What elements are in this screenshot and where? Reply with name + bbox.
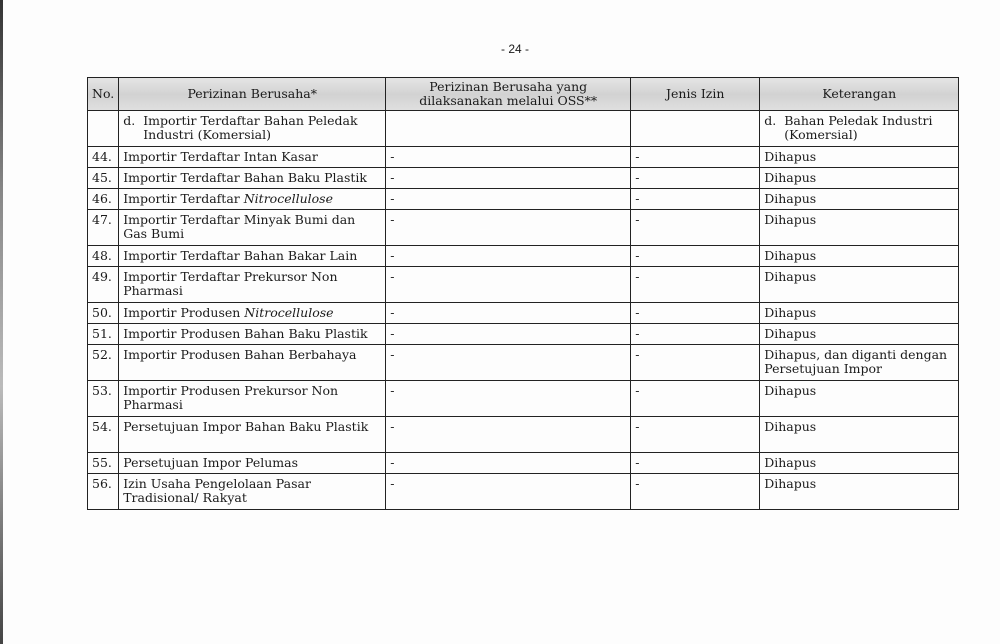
cell-jenis: - bbox=[631, 168, 760, 189]
cell-keterangan: Dihapus bbox=[760, 210, 959, 246]
perizinan-text: Importir Terdaftar Bahan Bakar Lain bbox=[123, 248, 358, 263]
cell-no: 56. bbox=[88, 474, 119, 510]
perizinan-text: Importir Terdaftar Intan Kasar bbox=[123, 149, 318, 164]
cell-perizinan bbox=[119, 111, 386, 147]
cell-keterangan: Dihapus bbox=[760, 417, 959, 453]
cell-perizinan bbox=[119, 246, 386, 267]
cell-perizinan bbox=[119, 345, 386, 381]
cell-oss: - bbox=[386, 417, 631, 453]
scan-edge bbox=[0, 0, 3, 644]
cell-jenis: - bbox=[631, 189, 760, 210]
table-row bbox=[88, 303, 959, 324]
cell-jenis: - bbox=[631, 381, 760, 417]
cell-no: 48. bbox=[88, 246, 119, 267]
cell-jenis: - bbox=[631, 246, 760, 267]
header-oss: Perizinan Berusaha yang dilaksanakan melalui OSS** bbox=[386, 78, 631, 111]
cell-keterangan: Dihapus bbox=[760, 381, 959, 417]
perizinan-text: Importir Produsen Prekursor Non Pharmasi bbox=[123, 383, 339, 412]
cell-no: 47. bbox=[88, 210, 119, 246]
cell-oss: - bbox=[386, 246, 631, 267]
cell-jenis: - bbox=[631, 267, 760, 303]
cell-keterangan: Dihapus bbox=[760, 147, 959, 168]
cell-perizinan bbox=[119, 417, 386, 453]
cell-perizinan bbox=[119, 210, 386, 246]
cell-keterangan bbox=[760, 111, 959, 147]
page-number: - 24 - bbox=[500, 42, 529, 56]
table-row bbox=[88, 453, 959, 474]
perizinan-text: Importir Produsen Bahan Baku Plastik bbox=[123, 326, 368, 341]
cell-keterangan: Dihapus bbox=[760, 246, 959, 267]
table-row bbox=[88, 474, 959, 510]
perizinan-text: Izin Usaha Pengelolaan Pasar Tradisional/ Rakyat bbox=[123, 476, 311, 505]
cell-no: 45. bbox=[88, 168, 119, 189]
cell-jenis bbox=[631, 111, 760, 147]
table-row-continuation bbox=[88, 111, 959, 147]
cell-no: 46. bbox=[88, 189, 119, 210]
cell-perizinan bbox=[119, 168, 386, 189]
cell-no: 52. bbox=[88, 345, 119, 381]
item-text: Bahan Peledak Industri (Komersial) bbox=[784, 113, 933, 142]
cell-perizinan bbox=[119, 147, 386, 168]
cell-jenis: - bbox=[631, 417, 760, 453]
cell-oss: - bbox=[386, 189, 631, 210]
cell-oss: - bbox=[386, 345, 631, 381]
cell-no: 53. bbox=[88, 381, 119, 417]
table-row bbox=[88, 324, 959, 345]
cell-oss: - bbox=[386, 168, 631, 189]
cell-perizinan bbox=[119, 189, 386, 210]
cell-no: 51. bbox=[88, 324, 119, 345]
cell-jenis: - bbox=[631, 345, 760, 381]
cell-keterangan: Dihapus bbox=[760, 168, 959, 189]
cell-perizinan bbox=[119, 474, 386, 510]
table-row bbox=[88, 267, 959, 303]
cell-oss: - bbox=[386, 453, 631, 474]
cell-keterangan: Dihapus bbox=[760, 189, 959, 210]
cell-jenis: - bbox=[631, 210, 760, 246]
table-row bbox=[88, 147, 959, 168]
table-row bbox=[88, 345, 959, 381]
cell-keterangan: Dihapus, dan diganti dengan Persetujuan Impor bbox=[760, 345, 959, 381]
table-row bbox=[88, 189, 959, 210]
cell-no: 49. bbox=[88, 267, 119, 303]
cell-jenis: - bbox=[631, 474, 760, 510]
cell-no: 50. bbox=[88, 303, 119, 324]
perizinan-text: Importir Produsen bbox=[123, 305, 245, 320]
cell-perizinan bbox=[119, 324, 386, 345]
perizinan-text: Importir Terdaftar Bahan Baku Plastik bbox=[123, 170, 367, 185]
table-row bbox=[88, 168, 959, 189]
item-marker: d. bbox=[764, 113, 777, 128]
cell-jenis: - bbox=[631, 147, 760, 168]
cell-perizinan bbox=[119, 267, 386, 303]
header-keterangan: Keterangan bbox=[760, 78, 959, 111]
perizinan-italic-text: Nitrocellulose bbox=[243, 191, 333, 206]
cell-perizinan bbox=[119, 453, 386, 474]
item-text: Importir Terdaftar Bahan Peledak Industri (Komersial) bbox=[143, 113, 358, 142]
header-jenis: Jenis Izin bbox=[631, 78, 760, 111]
perizinan-text: Importir Produsen Bahan Berbahaya bbox=[123, 347, 357, 362]
cell-no bbox=[88, 111, 119, 147]
cell-no: 44. bbox=[88, 147, 119, 168]
cell-oss: - bbox=[386, 474, 631, 510]
table-row bbox=[88, 381, 959, 417]
table-row bbox=[88, 210, 959, 246]
cell-keterangan: Dihapus bbox=[760, 324, 959, 345]
cell-oss: - bbox=[386, 210, 631, 246]
perizinan-text: Importir Terdaftar bbox=[123, 191, 244, 206]
cell-oss: - bbox=[386, 324, 631, 345]
cell-perizinan bbox=[119, 303, 386, 324]
cell-oss: - bbox=[386, 381, 631, 417]
cell-oss: - bbox=[386, 267, 631, 303]
cell-keterangan: Dihapus bbox=[760, 303, 959, 324]
cell-keterangan: Dihapus bbox=[760, 267, 959, 303]
cell-oss: - bbox=[386, 303, 631, 324]
header-perizinan: Perizinan Berusaha* bbox=[119, 78, 386, 111]
cell-no: 55. bbox=[88, 453, 119, 474]
perizinan-text: Persetujuan Impor Pelumas bbox=[123, 455, 299, 470]
cell-no: 54. bbox=[88, 417, 119, 453]
perizinan-text: Importir Terdaftar Minyak Bumi dan Gas Bumi bbox=[123, 212, 356, 241]
cell-keterangan: Dihapus bbox=[760, 474, 959, 510]
cell-perizinan bbox=[119, 381, 386, 417]
cell-oss bbox=[386, 111, 631, 147]
table-row bbox=[88, 417, 959, 453]
table-row bbox=[88, 246, 959, 267]
table-header-row bbox=[88, 78, 959, 111]
cell-jenis: - bbox=[631, 303, 760, 324]
item-marker: d. bbox=[123, 113, 136, 128]
cell-jenis: - bbox=[631, 324, 760, 345]
perizinan-text: Importir Terdaftar Prekursor Non Pharmasi bbox=[123, 269, 338, 298]
cell-keterangan: Dihapus bbox=[760, 453, 959, 474]
perizinan-italic-text: Nitrocellulose bbox=[244, 305, 334, 320]
cell-oss: - bbox=[386, 147, 631, 168]
cell-jenis: - bbox=[631, 453, 760, 474]
permit-table bbox=[87, 77, 959, 510]
header-no: No. bbox=[88, 78, 119, 111]
perizinan-text: Persetujuan Impor Bahan Baku Plastik bbox=[123, 419, 369, 434]
